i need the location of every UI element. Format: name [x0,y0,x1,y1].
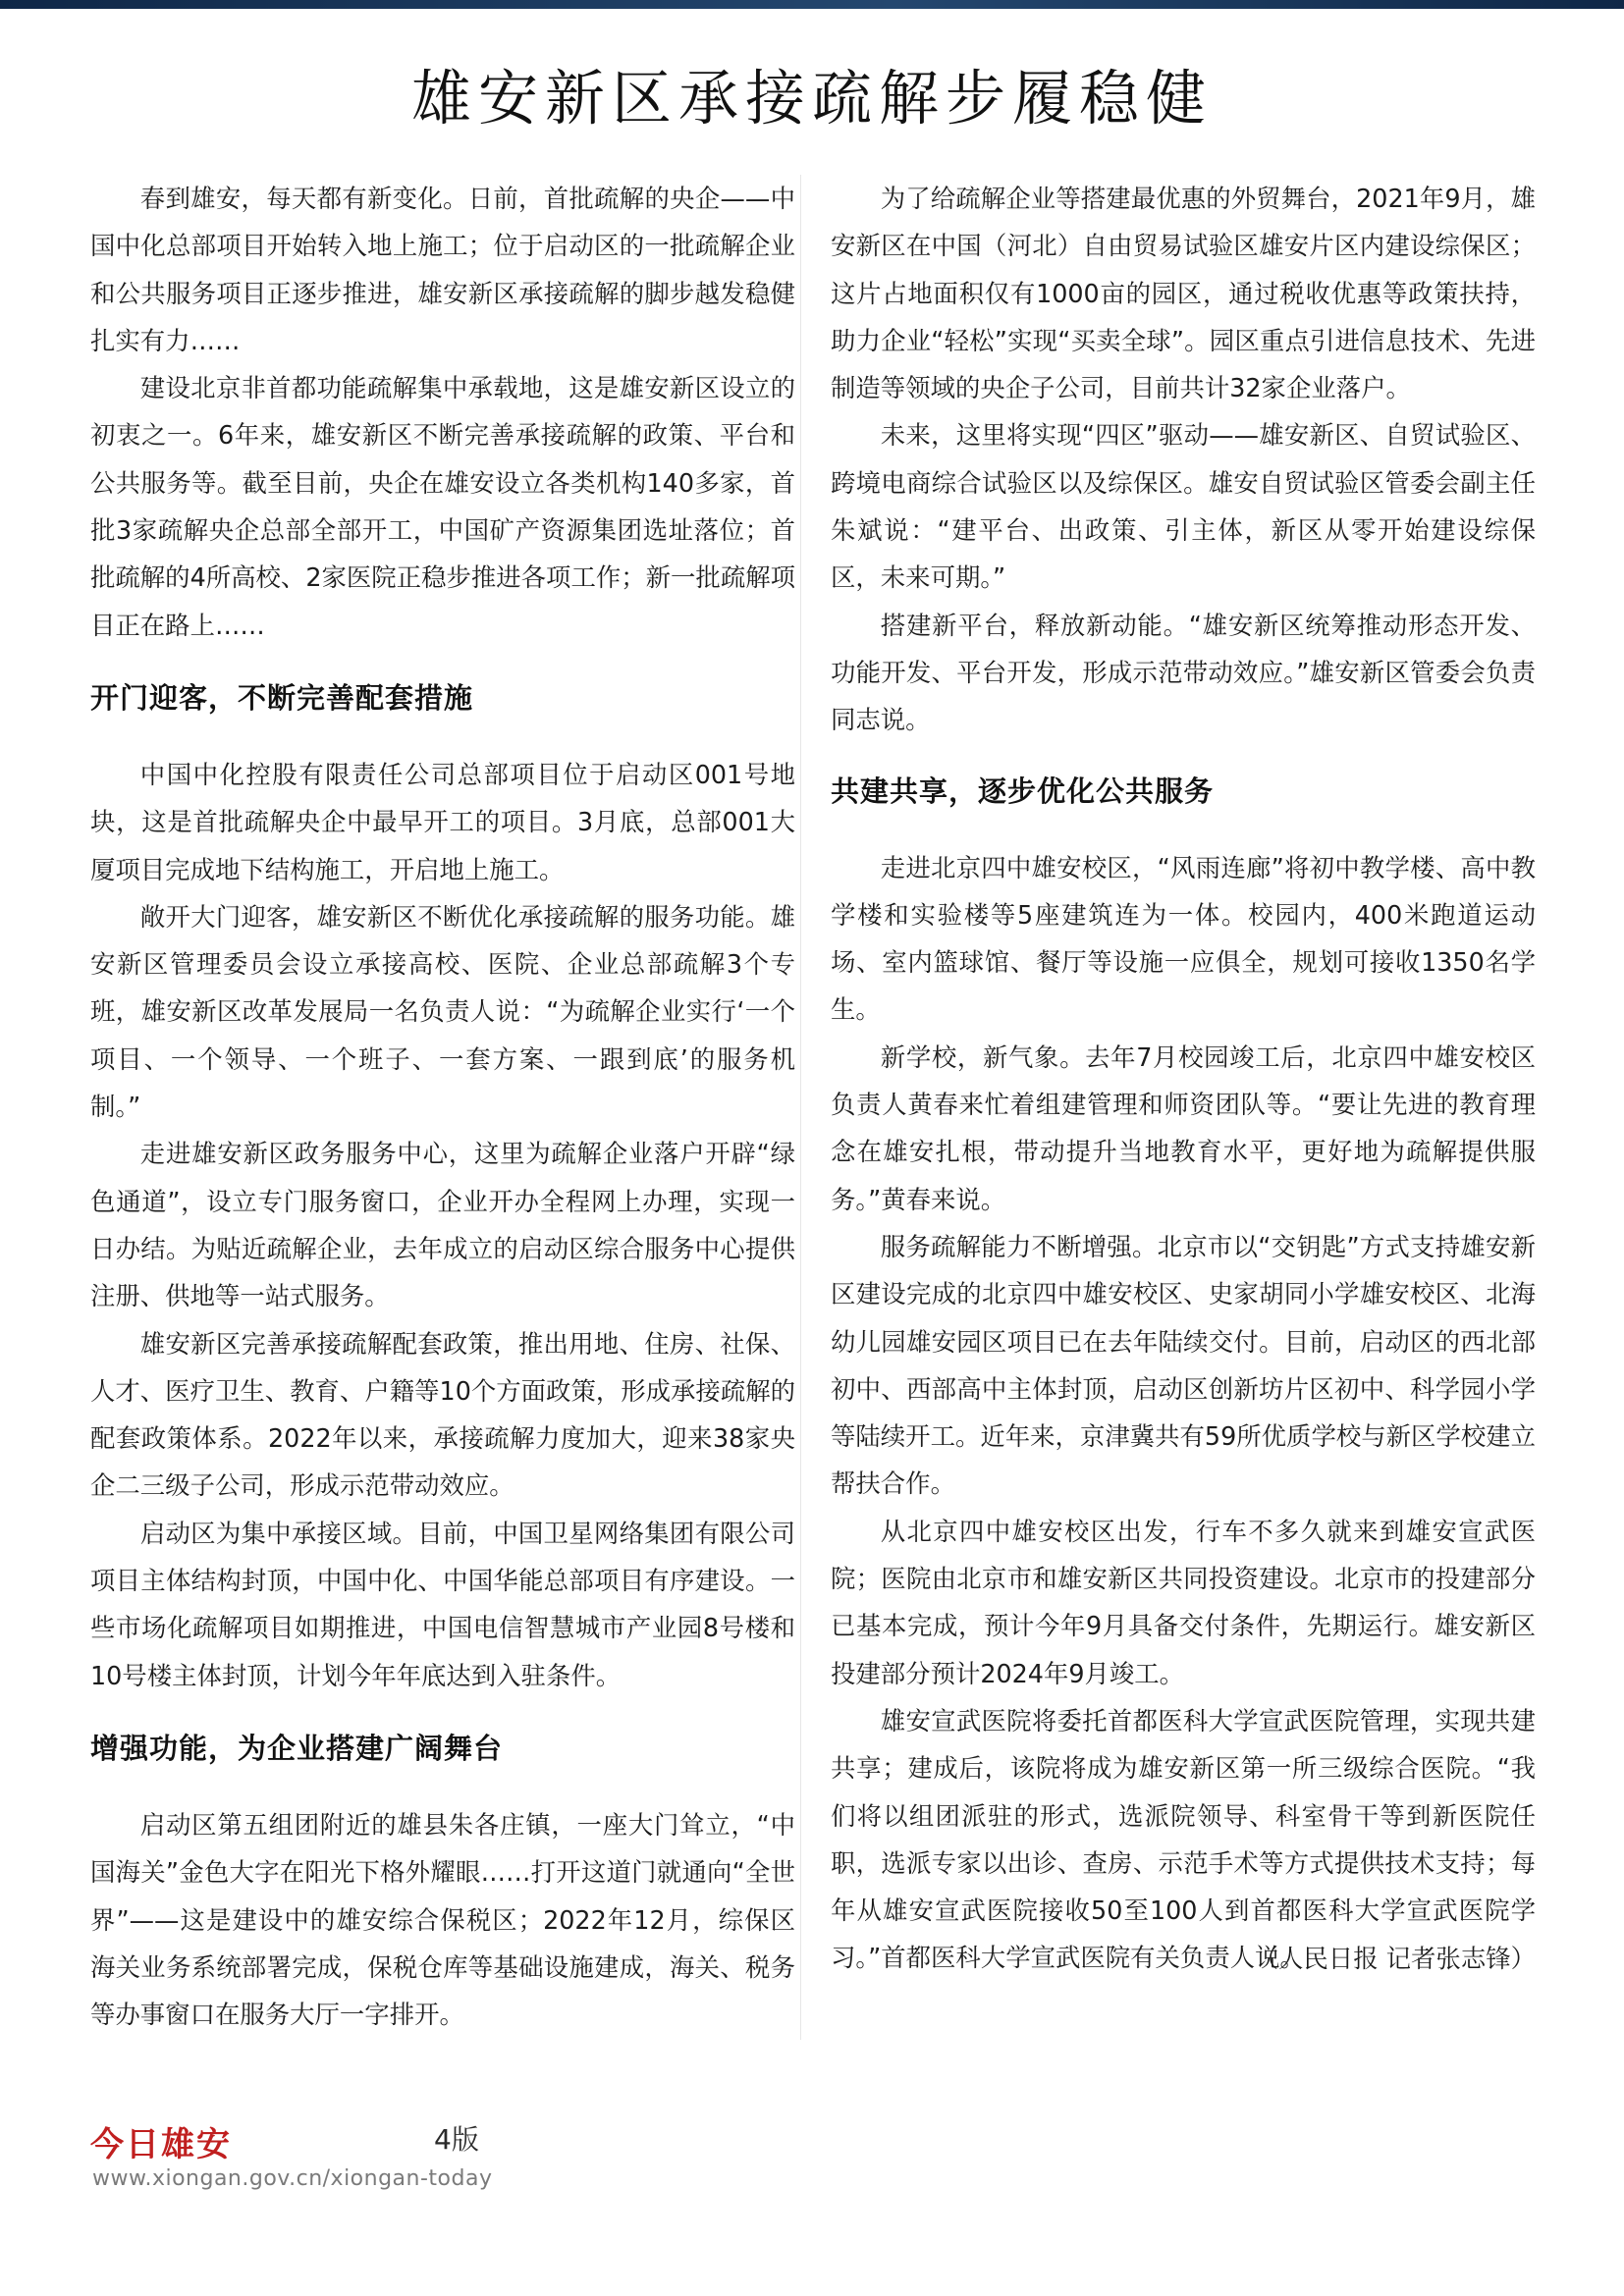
paragraph: 春到雄安，每天都有新变化。日前，首批疏解的央企——中国中化总部项目开始转入地上施工；位于启动区的一批疏解企业和公共服务项目正逐步推进，雄安新区承接疏解的脚步越发稳健扎实有力…… [90,184,795,355]
byline: （人民日报 记者张志锋） [1253,1943,1536,1973]
paragraph: 搭建新平台，释放新动能。“雄安新区统筹推动形态开发、功能开发、平台开发，形成示范带动效应。”雄安新区管委会负责同志说。 [831,610,1536,735]
publication-logo: 今日雄安 [90,2125,232,2164]
paragraph: 走进雄安新区政务服务中心，这里为疏解企业落户开辟“绿色通道”，设立专门服务窗口，企业开办全程网上办理，实现一日办结。为贴近疏解企业，去年成立的启动区综合服务中心提供注册、供地等一站式服务。 [90,1139,795,1311]
footer-url: www.xiongan.gov.cn/xiongan-today [92,2166,493,2191]
paragraph: 未来，这里将实现“四区”驱动——雄安新区、自贸试验区、跨境电商综合试验区以及综保区。雄安自贸试验区管委会副主任朱斌说：“建平台、出政策、引主体，新区从零开始建设综保区，未来可期。” [831,420,1536,593]
paragraph: 雄安新区完善承接疏解配套政策，推出用地、住房、社保、人才、医疗卫生、教育、户籍等10个方面政策，形成承接疏解的配套政策体系。2022年以来，承接疏解力度加大，迎来38家央企二三级子公司，形成示范带动效应。 [90,1328,795,1501]
column-divider [800,175,801,2040]
paragraph: 启动区为集中承接区域。目前，中国卫星网络集团有限公司项目主体结构封顶，中国中化、中国华能总部项目有序建设。一些市场化疏解项目如期推进，中国电信智慧城市产业园8号楼和10号楼主体封顶，计划今年年底达到入驻条件。 [90,1518,795,1690]
left-column [90,175,795,2038]
paragraph: 敞开大门迎客，雄安新区不断优化承接疏解的服务功能。雄安新区管理委员会设立承接高校、医院、企业总部疏解3个专班，雄安新区改革发展局一名负责人说：“为疏解企业实行‘一个项目、一个领导、一个班子、一套方案、一跟到底’的服务机制。” [90,901,795,1122]
paragraph: 新学校，新气象。去年7月校园竣工后，北京四中雄安校区负责人黄春来忙着组建管理和师资团队等。“要让先进的教育理念在雄安扎根，带动提升当地教育水平，更好地为疏解提供服务。”黄春来说。 [831,1041,1536,1214]
paragraph: 雄安宣武医院将委托首都医科大学宣武医院管理，实现共建共享；建成后，该院将成为雄安新区第一所三级综合医院。“我们将以组团派驻的形式，选派院领导、科室骨干等到新医院任职，选派专家以出诊、查房、示范手术等方式提供技术支持；每年从雄安宣武医院接收50至100人到首都医科大学宣武医院学习。”首都医科大学宣武医院有关负责人说。 [831,1705,1536,1973]
paragraph: 服务疏解能力不断增强。北京市以“交钥匙”方式支持雄安新区建设完成的北京四中雄安校区、史家胡同小学雄安校区、北海幼儿园雄安园区项目已在去年陆续交付。目前，启动区的西北部初中、西部高中主体封顶，启动区创新坊片区初中、科学园小学等陆续开工。近年来，京津冀共有59所优质学校与新区学校建立帮扶合作。 [831,1231,1536,1499]
paragraph: 启动区第五组团附近的雄县朱各庄镇，一座大门耸立，“中国海关”金色大字在阳光下格外耀眼……打开这道门就通向“全世界”——这是建设中的雄安综合保税区；2022年12月，综保区海关业务系统部署完成，保税仓库等基础设施建成，海关、税务等办事窗口在服务大厅一字排开。 [90,1809,795,2030]
right-column [831,175,1536,1982]
section-heading: 开门迎客，不断完善配套措施 [90,680,474,715]
paragraph: 建设北京非首都功能疏解集中承载地，这是雄安新区设立的初衷之一。6年来，雄安新区不断完善承接疏解的政策、平台和公共服务等。截至目前，央企在雄安设立各类机构140多家，首批3家疏解央企总部全部开工，中国矿产资源集团选址落位；首批疏解的4所高校、2家医院正稳步推进各项工作；新一批疏解项目正在路上…… [90,373,795,640]
paragraph: 从北京四中雄安校区出发，行车不多久就来到雄安宣武医院；医院由北京市和雄安新区共同投资建设。北京市的投建部分已基本完成，预计今年9月具备交付条件，先期运行。雄安新区投建部分预计2024年9月竣工。 [831,1516,1536,1688]
top-banner-bar [0,0,1624,9]
article-title: 雄安新区承接疏解步履稳健 [410,64,1213,133]
page-number: 4版 [434,2123,479,2156]
paragraph: 中国中化控股有限责任公司总部项目位于启动区001号地块，这是首批疏解央企中最早开工的项目。3月底，总部001大厦项目完成地下结构施工，开启地上施工。 [90,759,795,884]
section-heading: 共建共享，逐步优化公共服务 [831,774,1215,808]
paragraph: 走进北京四中雄安校区，“风雨连廊”将初中教学楼、高中教学楼和实验楼等5座建筑连为一体。校园内，400米跑道运动场、室内篮球馆、餐厅等设施一应俱全，规划可接收1350名学生。 [831,852,1536,1025]
paragraph: 为了给疏解企业等搭建最优惠的外贸舞台，2021年9月，雄安新区在中国（河北）自由贸易试验区雄安片区内建设综保区；这片占地面积仅有1000亩的园区，通过税收优惠等政策扶持，助力企业“轻松”实现“买卖全球”。园区重点引进信息技术、先进制造等领域的央企子公司，目前共计32家企业落户。 [831,184,1536,403]
section-heading: 增强功能，为企业搭建广阔舞台 [90,1731,504,1765]
